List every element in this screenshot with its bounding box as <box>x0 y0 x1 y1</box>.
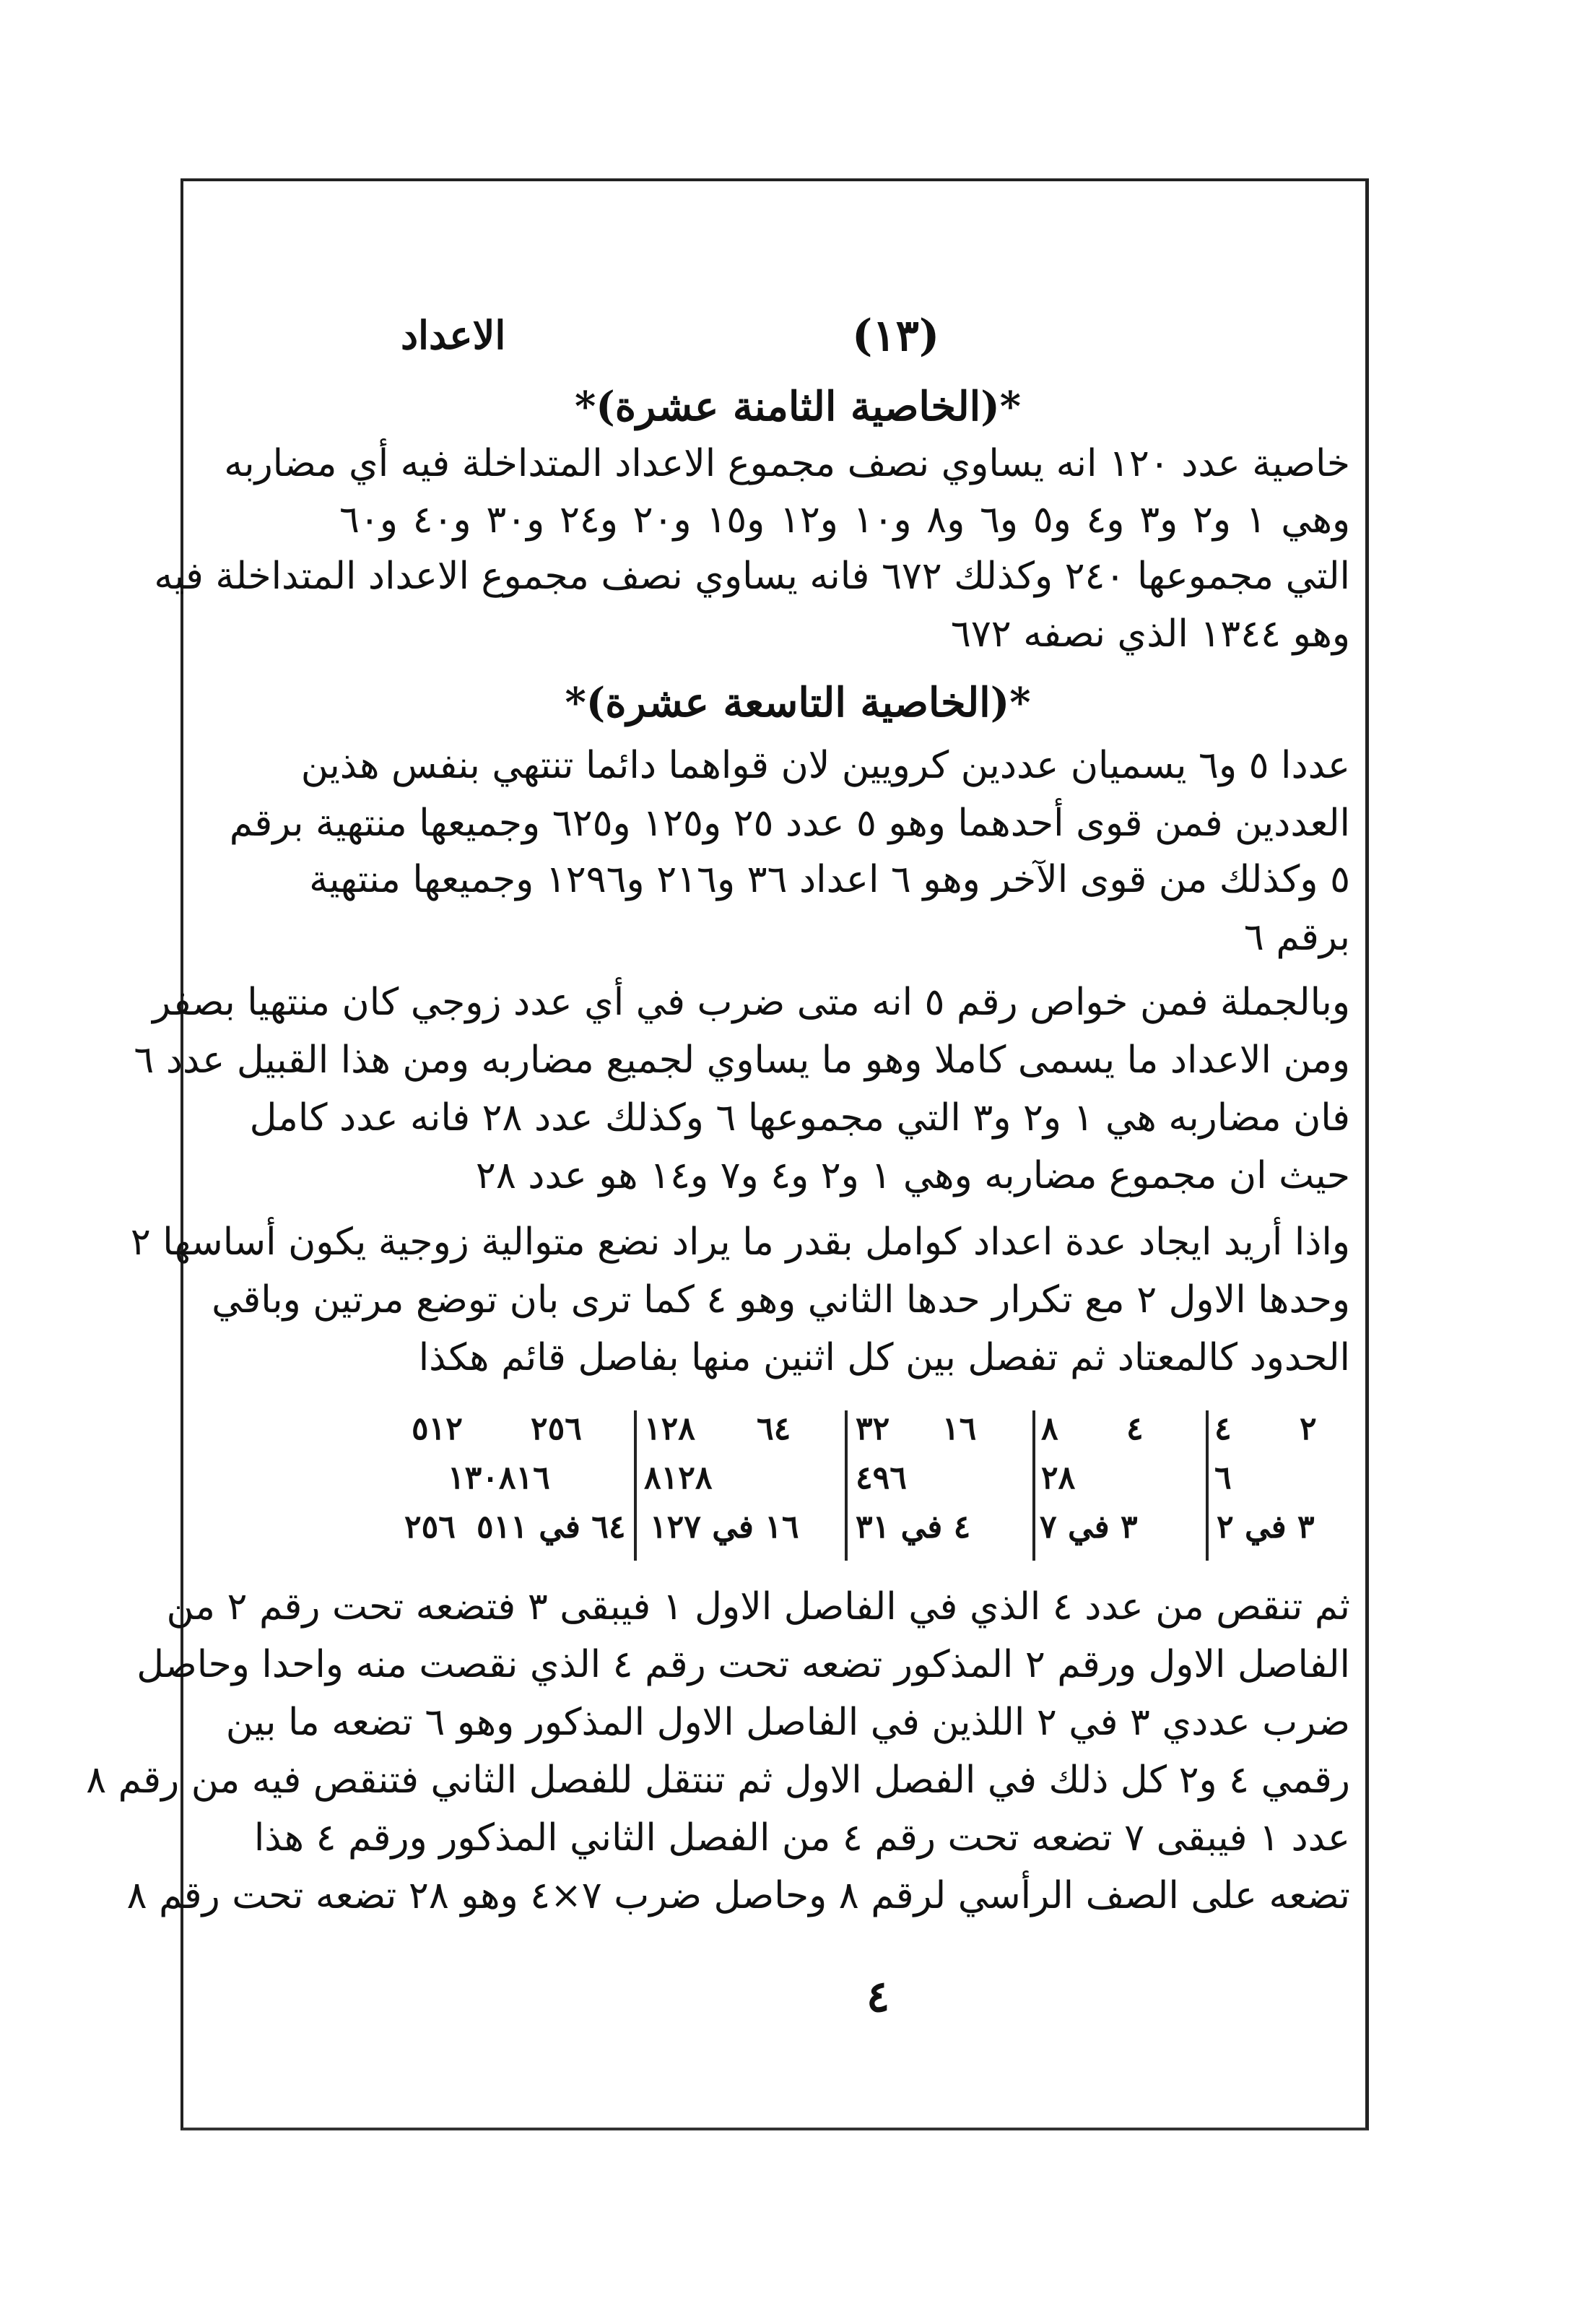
text-line: ومن الاعداد ما يسمى كاملا وهو ما يساوي لجميع مضاربه ومن هذا القبيل عدد ٦ <box>134 1039 1350 1082</box>
text-line: الفاصل الاول ورقم ٢ المذكور تضعه تحت رقم ٤ الذي نقصت منه واحدا وحاصل <box>136 1643 1350 1686</box>
text-line: خاصية عدد ١٢٠ انه يساوي نصف مجموع الاعداد المتداخلة فيه أي مضاربه <box>224 442 1350 485</box>
text-line: ضرب عددي ٣ في ٢ اللذين في الفاصل الاول المذكور وهو ٦ تضعه ما بين <box>225 1701 1350 1744</box>
table-row <box>404 1410 1336 1457</box>
table-cell: ٤ <box>1126 1410 1144 1447</box>
text-line: العددين فمن قوى أحدهما وهو ٥ عدد ٢٥ و١٢٥ و٦٢٥ وجميعها منتهية برقم <box>229 802 1350 845</box>
text-line: وبالجملة فمن خواص رقم ٥ انه متى ضرب في أي عدد زوجي كان منتهيا بصفر <box>152 981 1350 1024</box>
text-line: وهو ١٣٤٤ الذي نصفه ٦٧٢ <box>950 612 1350 656</box>
table-cell: ٣٢ <box>856 1410 890 1447</box>
table-cell: ٢٥٦ <box>531 1410 582 1447</box>
running-title: الاعداد <box>401 312 506 358</box>
text-line: عدد ١ فيبقى ٧ تضعه تحت رقم ٤ من الفصل الثاني المذكور ورقم ٤ هذا <box>253 1816 1350 1860</box>
table-cell: ٦٤ في ٥١١ <box>477 1509 626 1545</box>
text-line: تضعه على الصف الرأسي لرقم ٨ وحاصل ضرب ٧×٤ وهو ٢٨ تضعه تحت رقم ٨ <box>126 1874 1350 1917</box>
table-cell: ٢٥٦ <box>404 1509 456 1545</box>
text-line: برقم ٦ <box>1243 916 1350 959</box>
section-18-heading: *(الخاصية الثامنة عشرة)* <box>575 383 1021 430</box>
table-cell: ٨١٢٨ <box>644 1460 713 1496</box>
text-line: وهي ١ و٢ و٣ و٤ و٥ و٦ و٨ و١٠ و١٢ و١٥ و٢٠ و٢٤ و٣٠ و٤٠ و٦٠ <box>339 498 1351 542</box>
signature-mark: ٤ <box>866 1972 890 2022</box>
text-line: حيث ان مجموع مضاربه وهي ١ و٢ و٤ و٧ و١٤ هو عدد ٢٨ <box>475 1154 1350 1197</box>
table-cell: ٣ في ٧ <box>1040 1509 1138 1545</box>
table-row <box>404 1460 1336 1506</box>
section-19-heading: *(الخاصية التاسعة عشرة)* <box>565 679 1031 727</box>
text-line: التي مجموعها ٢٤٠ وكذلك ٦٧٢ فانه يساوي نصف مجموع الاعداد المتداخلة فيه <box>154 555 1350 598</box>
perfect-numbers-table <box>404 1410 1336 1562</box>
table-row <box>404 1509 1336 1555</box>
text-line: ثم تنقص من عدد ٤ الذي في الفاصل الاول ١ فيبقى ٣ فتضعه تحت رقم ٢ من <box>166 1585 1350 1629</box>
table-cell: ٨ <box>1041 1410 1058 1447</box>
table-cell: ٢٨ <box>1041 1460 1076 1496</box>
text-line: واذا أريد ايجاد عدة اعداد كوامل بقدر ما يراد نضع متوالية زوجية يكون أساسها ٢ <box>130 1220 1350 1264</box>
table-cell: ١٣٠٨١٦ <box>448 1460 550 1496</box>
page-number: (١٣) <box>852 311 940 361</box>
text-line: وحدها الاول ٢ مع تكرار حدها الثاني وهو ٤ كما ترى بان توضع مرتين وباقي <box>212 1278 1350 1322</box>
text-line: عددا ٥ و٦ يسميان عددين كرويين لان قواهما دائما تنتهي بنفس هذين <box>300 744 1350 787</box>
table-cell: ١٢٨ <box>644 1410 695 1447</box>
table-cell: ٢ <box>1300 1410 1317 1447</box>
table-cell: ٦٤ <box>757 1410 791 1447</box>
table-cell: ٣ في ٢ <box>1217 1509 1315 1545</box>
table-cell: ٥١٢ <box>412 1410 463 1447</box>
table-cell: ٤ في ٣١ <box>856 1509 971 1545</box>
text-line: ٥ وكذلك من قوى الآخر وهو ٦ اعداد ٣٦ و٢١٦ و١٢٩٦ وجميعها منتهية <box>309 858 1350 901</box>
table-cell: ١٦ في ١٢٧ <box>650 1509 799 1545</box>
text-line: فان مضاربه هي ١ و٢ و٣ التي مجموعها ٦ وكذلك عدد ٢٨ فانه عدد كامل <box>249 1096 1350 1140</box>
table-cell: ٤ <box>1214 1410 1232 1447</box>
table-cell: ١٦ <box>942 1410 977 1447</box>
table-cell: ٤٩٦ <box>856 1460 907 1496</box>
table-cell: ٦ <box>1214 1460 1232 1496</box>
text-line: الحدود كالمعتاد ثم تفصل بين كل اثنين منها بفاصل قائم هكذا <box>418 1336 1350 1379</box>
text-line: رقمي ٤ و٢ كل ذلك في الفصل الاول ثم تنتقل للفصل الثاني فتنقص فيه من رقم ٨ <box>86 1759 1350 1802</box>
